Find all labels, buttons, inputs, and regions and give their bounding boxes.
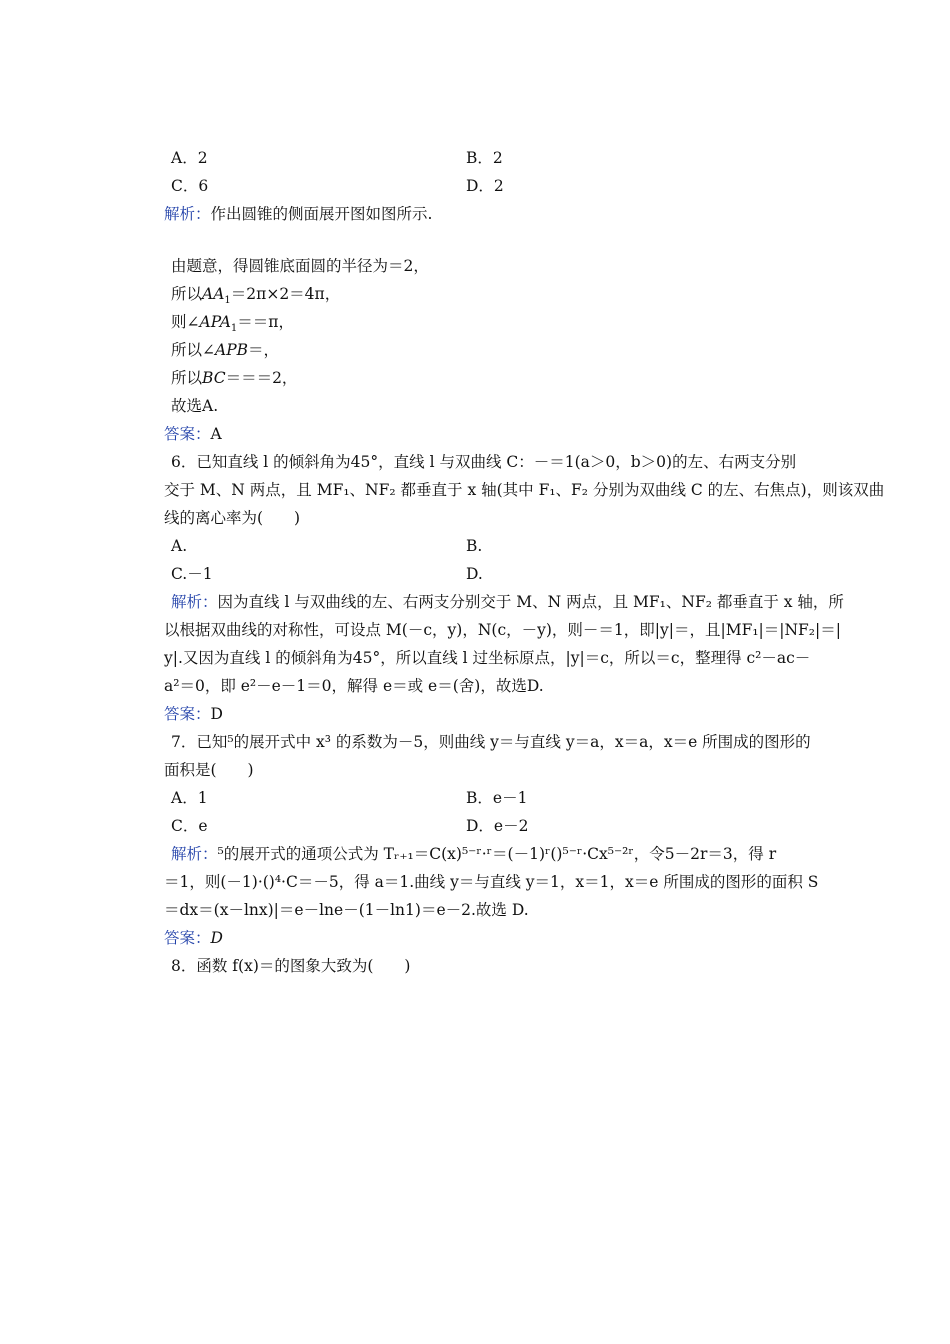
q6-analysis-line-2: 以根据双曲线的对称性，可设点 M(－c，y)，N(c，－y)，则－＝1，即|y|＝，且|MF₁|＝|NF₂|＝|: [164, 621, 841, 639]
q6-stem-line-1: 6．已知直线 l 的倾斜角为45°，直线 l 与双曲线 C：－＝1(a＞0，b＞0)的左、右两支分别: [171, 453, 797, 471]
q5-step-2: 所以$AA_1=2\pi\times 2=4\pi$，: [171, 285, 341, 307]
q5-step-5: 所以BC＝＝＝2，: [171, 369, 298, 387]
q5-step-3: 则$\angle APA_1==\pi$，: [171, 313, 294, 335]
q6-analysis-line-1: 解析：因为直线 l 与双曲线的左、右两支分别交于 M、N 两点，且 MF₁、NF₂ 都垂直于 x 轴，所: [171, 593, 844, 611]
q7-analysis-line-2: ＝1，则(－1)·()⁴·C＝－5，得 a＝1.曲线 y＝与直线 y＝1，x＝1，x＝e 所围成的图形的面积 S: [164, 873, 819, 891]
q6-option-d: D.: [466, 565, 483, 583]
q5-option-b: B．2: [466, 149, 503, 167]
q5-step-1: 由题意，得圆锥底面圆的半径为＝2，: [171, 257, 429, 275]
q6-answer: 答案：D: [164, 705, 223, 723]
q6-stem-line-3: 线的离心率为( ): [164, 509, 301, 527]
q5-step-4: 所以∠APB＝，: [171, 341, 280, 359]
q5-option-c: C．6: [171, 177, 209, 195]
q7-stem-line-2: 面积是( ): [164, 761, 254, 779]
q5-answer: 答案：A: [164, 425, 222, 443]
q7-option-b: B．e－1: [466, 789, 528, 807]
q8-stem: 8．函数 f(x)＝的图象大致为( ): [171, 957, 411, 975]
q7-answer: 答案：D: [164, 929, 223, 947]
q6-stem-line-2: 交于 M、N 两点，且 MF₁、NF₂ 都垂直于 x 轴(其中 F₁、F₂ 分别为双曲线 C 的左、右焦点)，则该双曲: [164, 481, 885, 499]
q7-option-a: A．1: [171, 789, 208, 807]
q7-option-c: C．e: [171, 817, 208, 835]
q5-analysis: [164, 204, 432, 224]
q7-analysis-line-3: ＝dx＝(x－lnx)|＝e－lne－(1－ln1)＝e－2.故选 D.: [164, 901, 529, 919]
q7-analysis-line-1: 解析：⁵的展开式的通项公式为 Tᵣ₊₁＝C(x)⁵⁻ʳ·ʳ＝(－1)ʳ()⁵⁻ʳ·Cx⁵⁻²ʳ，令5－2r＝3，得 r: [171, 845, 777, 863]
analysis-label: 解析：: [164, 205, 211, 223]
q6-analysis-line-3: y|.又因为直线 l 的倾斜角为45°，所以直线 l 过坐标原点，|y|＝c，所以＝c，整理得 c²－ac－: [164, 649, 811, 667]
q5-option-a: A．2: [171, 149, 208, 167]
q5-option-d: D．2: [466, 177, 504, 195]
q6-option-b: B.: [466, 537, 483, 555]
q7-stem-line-1: 7．已知⁵的展开式中 x³ 的系数为－5，则曲线 y＝与直线 y＝a，x＝a，x＝e 所围成的图形的: [171, 733, 811, 751]
q5-step-6: 故选A.: [171, 397, 219, 415]
q7-option-d: D．e－2: [466, 817, 529, 835]
q6-option-a: A.: [171, 537, 188, 555]
analysis-text: 作出圆锥的侧面展开图如图所示.: [210, 205, 433, 223]
q6-option-c: C.－1: [171, 565, 213, 583]
q6-analysis-line-4: a²＝0，即 e²－e－1＝0，解得 e＝或 e＝(舍)，故选D.: [164, 677, 544, 695]
